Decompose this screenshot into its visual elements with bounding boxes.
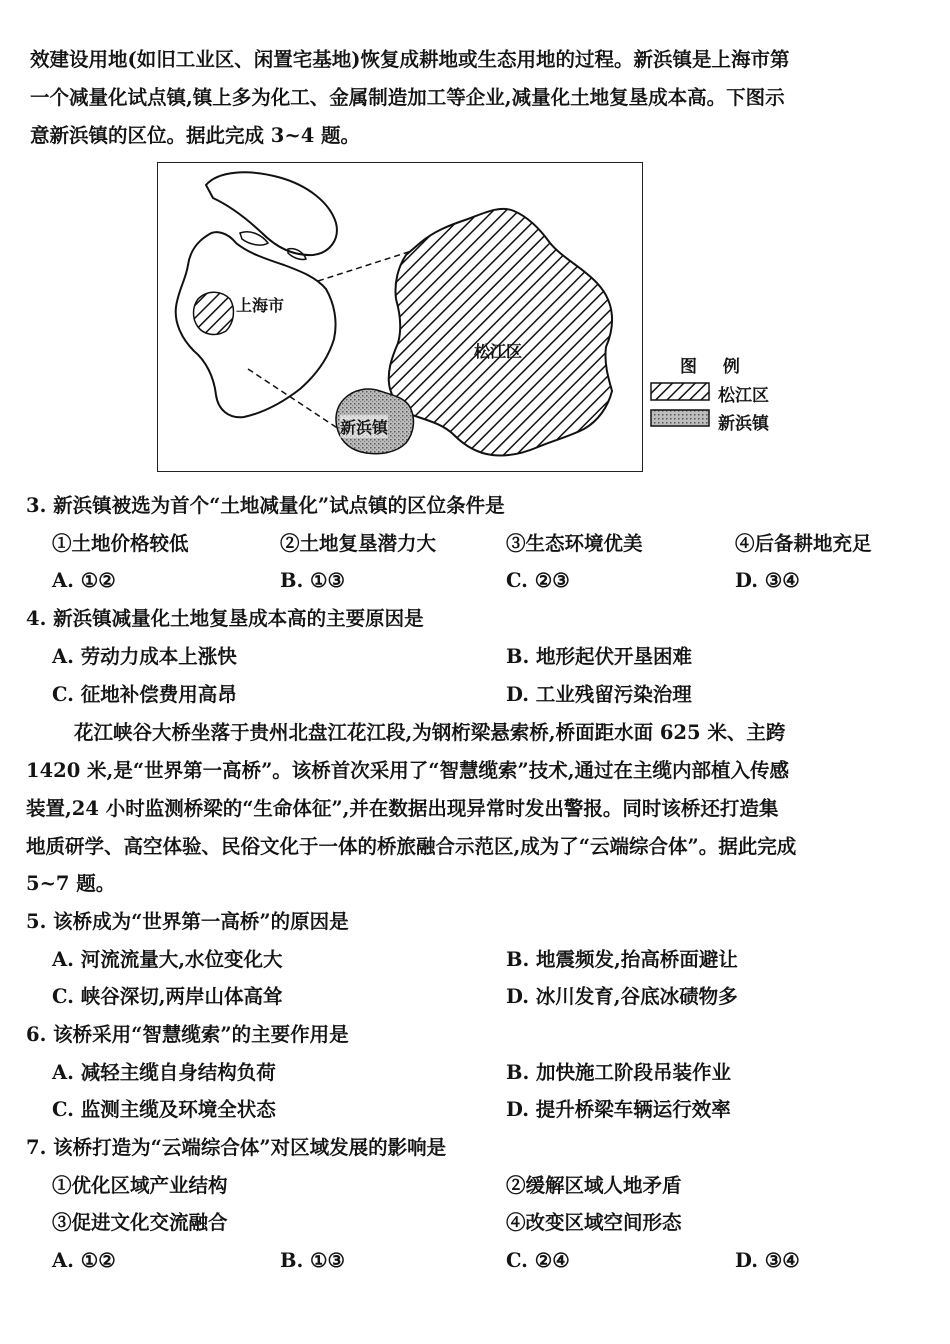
connector-bottom <box>248 369 348 435</box>
q5-option-a: A. 河流流量大,水位变化大 <box>52 948 283 971</box>
location-map <box>157 162 643 472</box>
q7-option-a: A. ①② <box>52 1249 116 1272</box>
q7-option-c: C. ②④ <box>506 1249 570 1272</box>
q7-item-3: ③促进文化交流融合 <box>52 1211 228 1234</box>
q6-option-d: D. 提升桥梁车辆运行效率 <box>506 1098 731 1121</box>
q4-option-b: B. 地形起伏开垦困难 <box>506 645 693 668</box>
legend-xinbang: 新浜镇 <box>718 414 769 434</box>
q3-option-a: A. ①② <box>52 569 116 592</box>
passage2-line-4: 地质研学、高空体验、民俗文化于一体的桥旅融合示范区,成为了“云端综合体”。据此完成 <box>26 835 797 858</box>
q4-option-a: A. 劳动力成本上涨快 <box>52 645 237 668</box>
legend-songjiang: 松江区 <box>718 386 769 406</box>
passage2-line-5: 5~7 题。 <box>26 872 116 895</box>
shanghai-songjiang-mini <box>194 292 234 334</box>
q7-item-1: ①优化区域产业结构 <box>52 1174 228 1197</box>
passage2-line-3: 装置,24 小时监测桥梁的“生命体征”,并在数据出现异常时发出警报。同时该桥还打造集 <box>26 797 779 820</box>
xinbang-label: 新浜镇 <box>340 415 388 438</box>
passage2-line-2: 1420 米,是“世界第一高桥”。该桥首次采用了“智慧缆索”技术,通过在主缆内部植入传感 <box>26 759 790 782</box>
q3-item-2: ②土地复垦潜力大 <box>280 532 437 555</box>
q7-option-d: D. ③④ <box>735 1249 800 1272</box>
q7-item-4: ④改变区域空间形态 <box>506 1211 682 1234</box>
passage2-line-1: 花江峡谷大桥坐落于贵州北盘江花江段,为钢桁梁悬索桥,桥面距水面 625 米、主跨 <box>74 721 786 744</box>
q5-stem: 5. 该桥成为“世界第一高桥”的原因是 <box>26 910 349 933</box>
q6-option-a: A. 减轻主缆自身结构负荷 <box>52 1061 276 1084</box>
q3-item-4: ④后备耕地充足 <box>735 532 872 555</box>
q6-option-c: C. 监测主缆及环境全状态 <box>52 1098 276 1121</box>
q7-item-2: ②缓解区域人地矛盾 <box>506 1174 682 1197</box>
q3-stem: 3. 新浜镇被选为首个“土地减量化”试点镇的区位条件是 <box>26 494 505 517</box>
legend-swatch-xinbang-out <box>651 410 709 426</box>
q5-option-d: D. 冰川发育,谷底冰碛物多 <box>506 985 738 1008</box>
shanghai-label: 上海市 <box>236 296 285 315</box>
q7-stem: 7. 该桥打造为“云端综合体”对区域发展的影响是 <box>26 1136 447 1159</box>
q3-option-b: B. ①③ <box>280 569 346 592</box>
q6-stem: 6. 该桥采用“智慧缆索”的主要作用是 <box>26 1023 349 1046</box>
q7-option-b: B. ①③ <box>280 1249 346 1272</box>
q3-option-d: D. ③④ <box>735 569 800 592</box>
intro-line-2: 一个减量化试点镇,镇上多为化工、金属制造加工等企业,减量化土地复垦成本高。下图示 <box>30 86 785 109</box>
legend-swatch-songjiang-out <box>651 383 709 400</box>
q4-stem: 4. 新浜镇减量化土地复垦成本高的主要原因是 <box>26 607 424 630</box>
q5-option-b: B. 地震频发,抬高桥面避让 <box>506 948 738 971</box>
legend-swatches <box>650 382 714 430</box>
q5-option-c: C. 峡谷深切,两岸山体高耸 <box>52 985 283 1008</box>
q3-item-1: ①土地价格较低 <box>52 532 189 555</box>
songjiang-label: 松江区 <box>474 342 523 361</box>
q6-option-b: B. 加快施工阶段吊装作业 <box>506 1061 732 1084</box>
q4-option-d: D. 工业残留污染治理 <box>506 683 692 706</box>
intro-line-1: 效建设用地(如旧工业区、闲置宅基地)恢复成耕地或生态用地的过程。新浜镇是上海市第 <box>30 48 790 71</box>
legend-title: 图 例 <box>680 357 750 377</box>
songjiang-district <box>389 209 612 456</box>
map-drawing <box>158 163 644 473</box>
intro-line-3: 意新浜镇的区位。据此完成 3~4 题。 <box>30 124 361 147</box>
chongming-island <box>206 172 337 255</box>
q4-option-c: C. 征地补偿费用高昂 <box>52 683 237 706</box>
q3-option-c: C. ②③ <box>506 569 570 592</box>
q3-item-3: ③生态环境优美 <box>506 532 643 555</box>
